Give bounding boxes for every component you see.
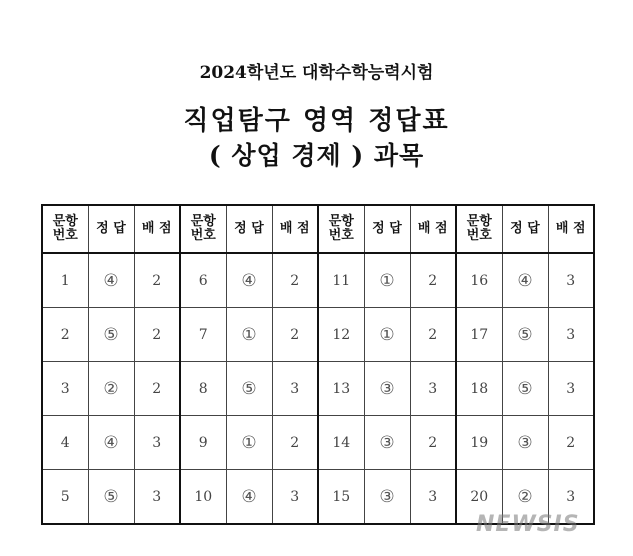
header-points: 배 점 (410, 205, 456, 253)
points-value: 3 (548, 470, 594, 525)
header-question-number-line2: 번호 (328, 228, 354, 243)
correct-answer: ⑤ (502, 362, 548, 416)
question-number: 13 (318, 362, 364, 416)
points-value: 2 (272, 308, 318, 362)
header-question-number-line2: 번호 (52, 228, 78, 243)
correct-answer: ④ (502, 253, 548, 308)
question-number: 4 (42, 416, 88, 470)
points-value: 2 (134, 253, 180, 308)
table-row (42, 253, 594, 308)
header-points: 배 점 (548, 205, 594, 253)
question-number: 11 (318, 253, 364, 308)
answer-sheet-title: 직업탐구 영역 정답표 (183, 106, 450, 136)
correct-answer: ⑤ (88, 308, 134, 362)
points-value: 3 (272, 470, 318, 525)
question-number: 1 (42, 253, 88, 308)
points-value: 3 (410, 470, 456, 525)
question-number: 16 (456, 253, 502, 308)
header-row (42, 205, 594, 253)
question-number: 10 (180, 470, 226, 525)
correct-answer: ④ (226, 253, 272, 308)
question-number: 3 (42, 362, 88, 416)
correct-answer: ⑤ (226, 362, 272, 416)
points-value: 3 (134, 416, 180, 470)
answer-table-header (42, 205, 594, 253)
points-value: 3 (272, 362, 318, 416)
question-number: 7 (180, 308, 226, 362)
points-value: 2 (272, 253, 318, 308)
question-number: 15 (318, 470, 364, 525)
points-value: 3 (410, 362, 456, 416)
correct-answer: ⑤ (88, 470, 134, 525)
header-points: 배 점 (272, 205, 318, 253)
header-question-number (42, 205, 88, 253)
question-number: 14 (318, 416, 364, 470)
header-question-number-line1: 문항 (52, 214, 78, 229)
header-answer: 정 답 (226, 205, 272, 253)
answer-table (41, 204, 595, 525)
correct-answer: ② (88, 362, 134, 416)
question-number: 8 (180, 362, 226, 416)
correct-answer: ① (226, 416, 272, 470)
question-number: 18 (456, 362, 502, 416)
table-row (42, 416, 594, 470)
correct-answer: ④ (226, 470, 272, 525)
points-value: 2 (134, 362, 180, 416)
points-value: 2 (548, 416, 594, 470)
correct-answer: ③ (364, 470, 410, 525)
header-points: 배 점 (134, 205, 180, 253)
correct-answer: ④ (88, 253, 134, 308)
header-question-number (318, 205, 364, 253)
correct-answer: ③ (364, 362, 410, 416)
correct-answer: ④ (88, 416, 134, 470)
question-number: 19 (456, 416, 502, 470)
correct-answer: ① (364, 308, 410, 362)
points-value: 2 (410, 308, 456, 362)
points-value: 2 (410, 253, 456, 308)
header-question-number-line1: 문항 (328, 214, 354, 229)
correct-answer: ① (364, 253, 410, 308)
header-answer: 정 답 (88, 205, 134, 253)
points-value: 2 (134, 308, 180, 362)
header-question-number-line2: 번호 (190, 228, 216, 243)
header-answer: 정 답 (502, 205, 548, 253)
header-question-number (180, 205, 226, 253)
newsis-watermark: NEWSIS (476, 512, 580, 537)
points-value: 2 (410, 416, 456, 470)
correct-answer: ① (226, 308, 272, 362)
correct-answer: ③ (364, 416, 410, 470)
points-value: 3 (548, 253, 594, 308)
points-value: 3 (548, 362, 594, 416)
question-number: 12 (318, 308, 364, 362)
exam-title: 2024학년도 대학수학능력시험 (199, 63, 434, 83)
question-number: 5 (42, 470, 88, 525)
header-question-number-line2: 번호 (466, 228, 492, 243)
header-question-number-line1: 문항 (190, 214, 216, 229)
question-number: 20 (456, 470, 502, 525)
table-row (42, 362, 594, 416)
question-number: 9 (180, 416, 226, 470)
header-question-number-line1: 문항 (466, 214, 492, 229)
header-question-number (456, 205, 502, 253)
answer-table-body (42, 253, 594, 524)
correct-answer: ② (502, 470, 548, 525)
correct-answer: ③ (502, 416, 548, 470)
points-value: 2 (272, 416, 318, 470)
subject-title: ( 상업 경제 ) 과목 (208, 141, 425, 170)
question-number: 17 (456, 308, 502, 362)
points-value: 3 (134, 470, 180, 525)
correct-answer: ⑤ (502, 308, 548, 362)
question-number: 2 (42, 308, 88, 362)
points-value: 3 (548, 308, 594, 362)
header-answer: 정 답 (364, 205, 410, 253)
table-row (42, 308, 594, 362)
question-number: 6 (180, 253, 226, 308)
